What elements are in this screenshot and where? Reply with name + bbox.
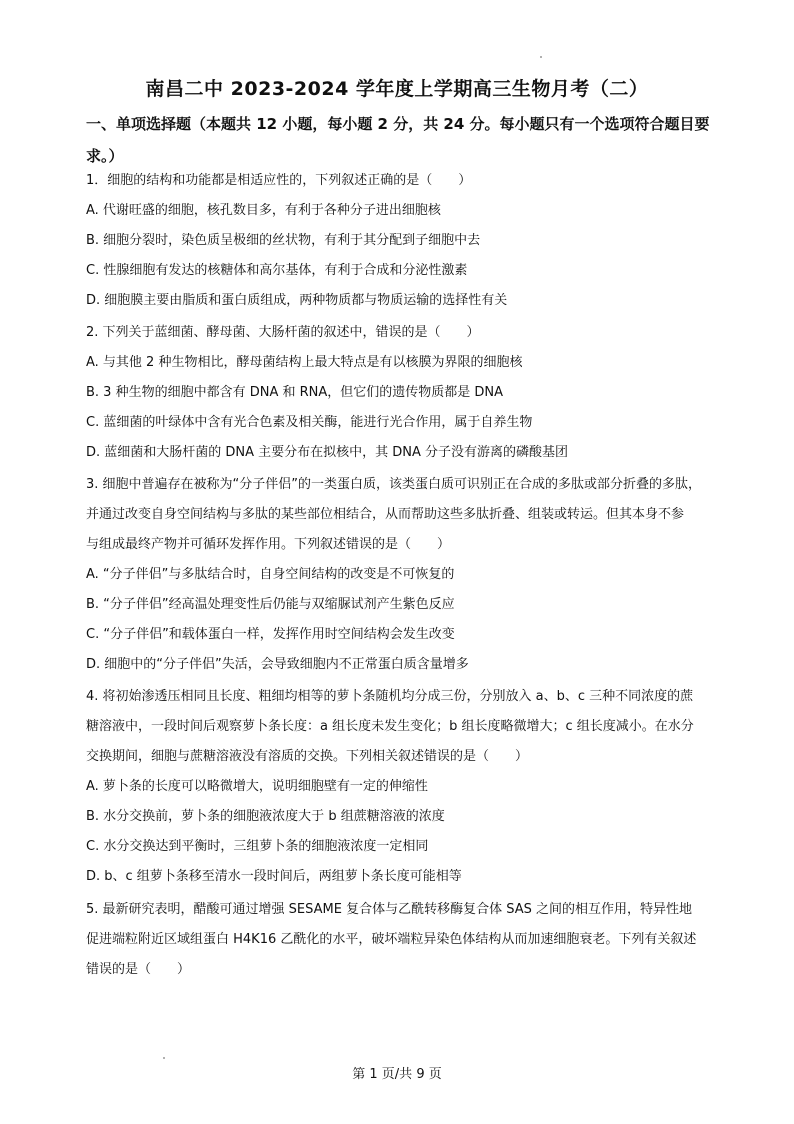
option-a: A. 萝卜条的长度可以略微增大，说明细胞壁有一定的伸缩性 bbox=[86, 779, 428, 794]
question-stem: 3. 细胞中普遍存在被称为“分子伴侣”的一类蛋白质，该类蛋白质可识别正在合成的多肽或部分折叠的多肽， bbox=[86, 477, 702, 492]
question-2 bbox=[86, 318, 722, 468]
question-1 bbox=[86, 166, 722, 316]
option-a: A. 代谢旺盛的细胞，核孔数目多，有利于各种分子进出细胞核 bbox=[86, 203, 441, 218]
section-heading-line: 一、单项选择题（本题共 12 小题，每小题 2 分，共 24 分。每小题只有一个选项符合题目要 bbox=[86, 115, 710, 133]
option-a: A. “分子伴侣”与多肽结合时，自身空间结构的改变是不可恢复的 bbox=[86, 567, 455, 582]
question-5 bbox=[86, 895, 722, 985]
question-3 bbox=[86, 470, 722, 680]
option-d: D. 细胞膜主要由脂质和蛋白质组成，两种物质都与物质运输的选择性有关 bbox=[86, 293, 508, 308]
exam-title: 南昌二中 2023-2024 学年度上学期高三生物月考（二） bbox=[145, 78, 649, 100]
scan-speck bbox=[540, 56, 542, 58]
question-stem: 交换期间，细胞与蔗糖溶液没有溶质的交换。下列相关叙述错误的是（ ） bbox=[86, 749, 529, 764]
option-a: A. 与其他 2 种生物相比，酵母菌结构上最大特点是有以核膜为界限的细胞核 bbox=[86, 355, 523, 370]
option-d: D. 细胞中的“分子伴侣”失活，会导致细胞内不正常蛋白质含量增多 bbox=[86, 657, 469, 672]
option-b: B. 3 种生物的细胞中都含有 DNA 和 RNA，但它们的遗传物质都是 DNA bbox=[86, 385, 504, 400]
option-c: C. 水分交换达到平衡时，三组萝卜条的细胞液浓度一定相同 bbox=[86, 839, 429, 854]
question-4 bbox=[86, 682, 722, 892]
question-stem: 2. 下列关于蓝细菌、酵母菌、大肠杆菌的叙述中，错误的是（ ） bbox=[86, 325, 480, 340]
scan-speck bbox=[163, 1057, 165, 1059]
option-d: D. 蓝细菌和大肠杆菌的 DNA 主要分布在拟核中，其 DNA 分子没有游离的磷酸基团 bbox=[86, 445, 569, 460]
option-c: C. “分子伴侣”和载体蛋白一样，发挥作用时空间结构会发生改变 bbox=[86, 627, 455, 642]
option-c: C. 性腺细胞有发达的核糖体和高尔基体，有利于合成和分泌性激素 bbox=[86, 263, 468, 278]
option-c: C. 蓝细菌的叶绿体中含有光合色素及相关酶，能进行光合作用，属于自养生物 bbox=[86, 415, 533, 430]
question-stem: 1．细胞的结构和功能都是相适应性的，下列叙述正确的是（ ） bbox=[86, 173, 472, 188]
option-b: B. “分子伴侣”经高温处理变性后仍能与双缩脲试剂产生紫色反应 bbox=[86, 597, 455, 612]
question-stem: 与组成最终产物并可循环发挥作用。下列叙述错误的是（ ） bbox=[86, 537, 451, 552]
section-heading bbox=[86, 108, 716, 172]
option-b: B. 水分交换前，萝卜条的细胞液浓度大于 b 组蔗糖溶液的浓度 bbox=[86, 809, 445, 824]
option-b: B. 细胞分裂时，染色质呈极细的丝状物，有利于其分配到子细胞中去 bbox=[86, 233, 481, 248]
question-stem: 5. 最新研究表明，醋酸可通过增强 SESAME 复合体与乙酰转移酶复合体 SAS 之间的相互作用，特异性地 bbox=[86, 902, 692, 917]
section-heading-line: 求。） bbox=[86, 147, 124, 165]
page-number: 第 1 页/共 9 页 bbox=[352, 1067, 442, 1082]
question-stem: 并通过改变自身空间结构与多肽的某些部位相结合，从而帮助这些多肽折叠、组装或转运。但其本身不参 bbox=[86, 507, 685, 522]
question-stem: 促进端粒附近区域组蛋白 H4K16 乙酰化的水平，破坏端粒异染色体结构从而加速细胞衰老。下列有关叙述 bbox=[86, 932, 697, 947]
question-stem: 错误的是（ ） bbox=[86, 962, 191, 977]
option-d: D. b、c 组萝卜条移至清水一段时间后，两组萝卜条长度可能相等 bbox=[86, 869, 462, 884]
question-stem: 4. 将初始渗透压相同且长度、粗细均相等的萝卜条随机均分成三份，分别放入 a、b、c 三种不同浓度的蔗 bbox=[86, 689, 694, 704]
question-stem: 糖溶液中，一段时间后观察萝卜条长度：a 组长度未发生变化；b 组长度略微增大；c 组长度减小。在水分 bbox=[86, 719, 694, 734]
